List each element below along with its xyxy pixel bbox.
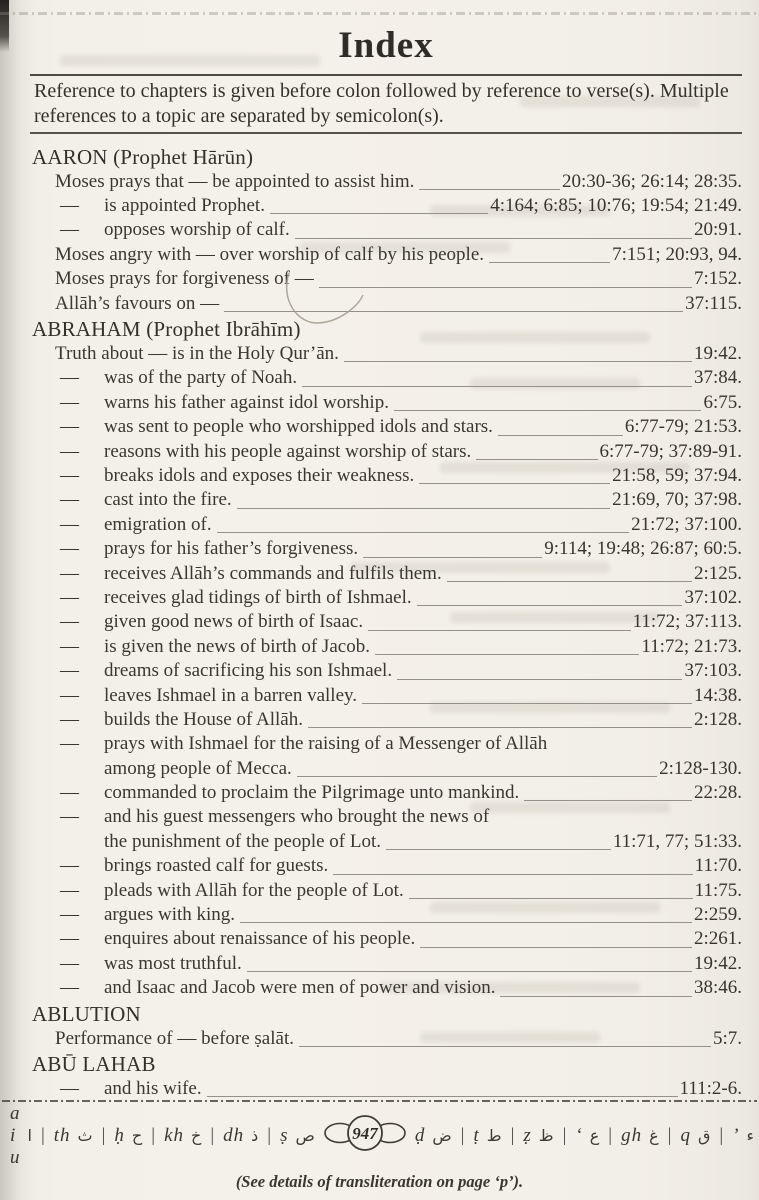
entry-text: and his wife.: [104, 1077, 202, 1099]
page-number: 947: [352, 1124, 378, 1144]
entry-text: was most truthful.: [104, 952, 242, 974]
leader-line: [495, 976, 694, 1000]
entry-reference: 11:72; 37:113.: [632, 611, 742, 633]
entry-reference: 11:75.: [694, 879, 742, 901]
intro-rule: [30, 132, 742, 134]
leader-line: [471, 440, 599, 464]
entry-text: Truth about — is in the Holy Qur’ān.: [55, 343, 339, 365]
entry-reference: 20:30-36; 26:14; 28:35.: [562, 170, 742, 192]
index-entry-row: [30, 537, 742, 561]
arabic-letter: ذ: [251, 1125, 259, 1145]
leader-line: [412, 586, 685, 610]
entry-reference: 21:72; 37:100.: [631, 513, 742, 535]
entry-text: is given the news of birth of Jacob.: [104, 635, 370, 657]
entry-reference: 6:77-79; 37:89-91.: [599, 440, 742, 462]
entry-dash: —: [60, 464, 79, 486]
transliteration-item: [114, 1125, 142, 1147]
entry-reference: 38:46.: [693, 977, 742, 999]
entry-dash: —: [60, 440, 79, 462]
index-entry-row: [30, 952, 742, 976]
arabic-letter: ص: [295, 1125, 315, 1145]
entry-dash: —: [60, 782, 79, 804]
entry-dash: —: [60, 1077, 79, 1099]
latin-letter: th: [53, 1125, 71, 1147]
index-sections: [30, 145, 742, 1102]
entry-dash: —: [60, 684, 79, 706]
entry-text: leaves Ishmael in a barren valley.: [104, 684, 358, 706]
index-entry-row: [30, 267, 742, 291]
transliteration-item: [415, 1125, 452, 1147]
separator-bar: |: [608, 1125, 613, 1147]
entry-reference: 2:128-130.: [659, 757, 742, 779]
latin-letter: dh: [223, 1125, 245, 1147]
entry-text: breaks idols and exposes their weakness.: [104, 464, 415, 486]
leader-line: [232, 488, 612, 512]
index-entry-row: [30, 415, 742, 439]
section-heading: AARON (Prophet Hārūn): [32, 144, 254, 169]
entry-reference: 2:259.: [693, 904, 742, 926]
pen-stroke-artifact: [282, 266, 374, 334]
leader-line: [292, 757, 659, 781]
entry-dash: —: [60, 733, 79, 755]
index-entry-row-continuation: [30, 830, 742, 854]
transliteration-item: [575, 1125, 599, 1147]
index-entry-row: [30, 194, 742, 218]
arabic-letter: غ: [649, 1125, 659, 1145]
index-entry-row: [30, 1077, 742, 1101]
entry-dash: —: [60, 367, 79, 389]
separator-bar: |: [40, 1125, 45, 1147]
page-number-medallion: [317, 1112, 413, 1160]
leader-line: [297, 366, 694, 390]
entry-reference: 4:164; 6:85; 10:76; 19:54; 21:49.: [490, 195, 742, 217]
transliteration-item: [280, 1125, 315, 1147]
leader-line: [404, 879, 695, 903]
transliteration-item: [54, 1125, 93, 1147]
separator-bar: |: [267, 1125, 272, 1147]
entry-reference: 6:75.: [703, 391, 742, 413]
arabic-letter: ع: [589, 1125, 600, 1145]
transliteration-key: [0, 1102, 759, 1169]
leader-line: [303, 708, 694, 732]
leader-line: [339, 342, 694, 366]
index-entry-row: [30, 635, 742, 659]
latin-letter: kh: [164, 1125, 184, 1147]
title-rule: [30, 74, 742, 76]
entry-text: was of the party of Noah.: [104, 367, 298, 389]
leader-line: [414, 170, 562, 194]
entry-text: and Isaac and Jacob were men of power and vision.: [104, 977, 496, 999]
latin-letter: ‘: [575, 1125, 583, 1147]
leader-line: [414, 464, 612, 488]
entry-reference: 21:58, 59; 37:94.: [612, 464, 742, 486]
entry-reference: 14:38.: [693, 684, 742, 706]
section-heading: ABLUTION: [32, 1001, 141, 1026]
footer-dashed-rule: [2, 1100, 757, 1102]
entry-dash: —: [60, 586, 79, 608]
entry-dash: —: [60, 904, 79, 926]
entry-text: commanded to proclaim the Pilgrimage unto mankind.: [104, 782, 520, 804]
section-heading: ABŪ LAHAB: [32, 1051, 156, 1076]
index-entry-row: [30, 879, 742, 903]
index-entry-row: [30, 464, 742, 488]
entry-dash: —: [60, 195, 79, 217]
leader-line: [389, 391, 704, 415]
page-footer: [0, 1100, 759, 1192]
entry-text: dreams of sacrificing his son Ishmael.: [104, 660, 393, 682]
transliteration-right-group: [415, 1125, 754, 1147]
leader-line: [415, 927, 694, 951]
entry-text: Allāh’s favours on —: [55, 292, 220, 314]
index-entry-row: [30, 781, 742, 805]
separator-bar: |: [562, 1125, 567, 1147]
latin-letter: ’: [732, 1125, 740, 1147]
entry-dash: —: [60, 806, 79, 828]
page-title: Index: [338, 25, 434, 66]
separator-bar: |: [460, 1125, 465, 1147]
transliteration-item: [164, 1125, 201, 1147]
entry-reference: 9:114; 19:48; 26:87; 60:5.: [544, 538, 742, 560]
separator-bar: |: [210, 1125, 215, 1147]
index-entry-row-continuation: [30, 757, 742, 781]
entry-text: pleads with Allāh for the people of Lot.: [104, 879, 404, 901]
entry-dash: —: [60, 952, 79, 974]
index-entry-row: [30, 927, 742, 951]
arabic-letter: ء: [746, 1125, 755, 1145]
index-entry-row: [30, 732, 742, 756]
entry-reference: 7:152.: [693, 268, 742, 290]
entry-reference: 37:115.: [685, 292, 742, 314]
entry-dash: —: [60, 416, 79, 438]
transliteration-item: [473, 1125, 501, 1147]
entry-reference: 7:151; 20:93, 94.: [612, 243, 742, 265]
entry-text: Moses prays that — be appointed to assist him.: [55, 170, 415, 192]
entry-reference: 37:102.: [684, 586, 742, 608]
leader-line: [294, 1027, 713, 1051]
index-entry-row: [30, 659, 742, 683]
entry-reference: 2:261.: [693, 928, 742, 950]
entry-dash: —: [60, 611, 79, 633]
entry-reference: 111:2-6.: [679, 1077, 742, 1099]
index-entry-row: [30, 342, 742, 366]
separator-bar: |: [510, 1125, 515, 1147]
latin-letter: ḍ: [414, 1125, 426, 1147]
transliteration-item: [10, 1103, 32, 1169]
separator-bar: |: [719, 1125, 724, 1147]
entry-reference: 22:28.: [693, 782, 742, 804]
leader-line: [381, 830, 613, 854]
index-entry-row: [30, 292, 742, 316]
entry-reference: 37:84.: [693, 367, 742, 389]
entry-dash: —: [60, 489, 79, 511]
transliteration-item: [523, 1125, 553, 1147]
entry-text: warns his father against idol worship.: [104, 391, 389, 413]
latin-letter: gh: [621, 1125, 643, 1147]
latin-letter: q: [680, 1125, 691, 1147]
arabic-letter: ظ: [538, 1125, 554, 1145]
entry-dash: —: [60, 513, 79, 535]
index-entry-row: [30, 610, 742, 634]
leader-line: [290, 218, 694, 242]
leader-line: [363, 610, 632, 634]
transliteration-item: [680, 1125, 710, 1147]
index-entry-row: [30, 976, 742, 1000]
entry-dash: —: [60, 219, 79, 241]
entry-dash: —: [60, 977, 79, 999]
entry-text: the punishment of the people of Lot.: [104, 830, 382, 852]
latin-letter: ṣ: [280, 1125, 289, 1147]
leader-line: [358, 537, 544, 561]
separator-bar: |: [101, 1125, 106, 1147]
arabic-letter: ا: [27, 1125, 32, 1145]
index-entry-row: [30, 854, 742, 878]
entry-text: reasons with his people against worship of stars.: [104, 440, 472, 462]
entry-text: builds the House of Allāh.: [104, 708, 303, 730]
index-entry-row: [30, 513, 742, 537]
transliteration-note: (See details of transliteration on page ‘p’).: [235, 1172, 524, 1192]
latin-letter: ḥ: [114, 1125, 125, 1147]
entry-text: argues with king.: [104, 904, 236, 926]
entry-dash: —: [60, 660, 79, 682]
index-entry-row: [30, 218, 742, 242]
leader-line: [357, 684, 694, 708]
leader-line: [493, 415, 625, 439]
index-entry-row: [30, 684, 742, 708]
entry-reference: 11:71, 77; 51:33.: [612, 830, 742, 852]
entry-reference: 19:42.: [693, 343, 742, 365]
arabic-letter: ث: [77, 1125, 93, 1145]
entry-reference: 37:103.: [684, 660, 742, 682]
entry-text: cast into the fire.: [104, 489, 232, 511]
index-entry-row: [30, 170, 742, 194]
entry-reference: 11:70.: [694, 855, 742, 877]
arabic-letter: ط: [486, 1125, 502, 1145]
entry-text: given good news of birth of Isaac.: [104, 611, 364, 633]
arabic-letter: ح: [131, 1125, 143, 1145]
index-entry-row: [30, 805, 742, 829]
leader-line: [519, 781, 694, 805]
entry-dash: —: [60, 928, 79, 950]
entry-dash: —: [60, 855, 79, 877]
entry-text: opposes worship of calf.: [104, 219, 290, 241]
entry-reference: 11:72; 21:73.: [641, 635, 742, 657]
entry-dash: —: [60, 635, 79, 657]
entry-text: brings roasted calf for guests.: [104, 855, 329, 877]
entry-reference: 21:69, 70; 37:98.: [612, 489, 742, 511]
leader-line: [370, 635, 641, 659]
leader-line: [484, 243, 612, 267]
index-entry-row: [30, 903, 742, 927]
entry-dash: —: [60, 391, 79, 413]
leader-line: [242, 952, 694, 976]
index-entry-row: [30, 440, 742, 464]
entry-text: receives Allāh’s commands and fulfils them.: [104, 562, 442, 584]
entry-dash: —: [60, 538, 79, 560]
index-usage-note: Reference to chapters is given before colon followed by reference to verse(s). Multiple references to a topic are separated by semicolon(s).: [34, 79, 729, 127]
entry-reference: 6:77-79; 21:53.: [624, 416, 742, 438]
index-entry-row: [30, 708, 742, 732]
leader-line: [235, 903, 694, 927]
entry-text: Moses prays for forgiveness of —: [55, 268, 314, 290]
index-entry-row: [30, 488, 742, 512]
entry-text: prays with Ishmael for the raising of a Messenger of Allāh: [104, 733, 548, 755]
section-heading: ABRAHAM (Prophet Ibrāhīm): [32, 317, 301, 342]
arabic-letter: ض: [432, 1125, 452, 1145]
separator-bar: |: [151, 1125, 156, 1147]
leader-line: [265, 194, 490, 218]
entry-reference: 5:7.: [712, 1027, 742, 1049]
entry-text: Performance of — before ṣalāt.: [55, 1027, 294, 1049]
leader-line: [212, 513, 632, 537]
entry-text: receives glad tidings of birth of Ishmael.: [104, 586, 412, 608]
leader-line: [328, 854, 694, 878]
index-entry-row: [30, 391, 742, 415]
index-entry-row: [30, 562, 742, 586]
entry-text: prays for his father’s forgiveness.: [104, 538, 359, 560]
entry-reference: 2:125.: [693, 562, 742, 584]
leader-line: [392, 659, 684, 683]
entry-text: among people of Mecca.: [104, 757, 292, 779]
entry-reference: 19:42.: [693, 952, 742, 974]
arabic-letter: ق: [697, 1125, 711, 1145]
entry-text: emigration of.: [104, 513, 212, 535]
leader-line: [442, 562, 694, 586]
transliteration-item: [621, 1125, 659, 1147]
index-entry-row: [30, 366, 742, 390]
index-entry-row: [30, 586, 742, 610]
separator-bar: |: [667, 1125, 672, 1147]
entry-text: is appointed Prophet.: [104, 195, 265, 217]
latin-letter: a i u: [10, 1103, 21, 1169]
entry-text: Moses angry with — over worship of calf by his people.: [55, 243, 485, 265]
transliteration-item: [732, 1125, 754, 1147]
entry-text: and his guest messengers who brought the news of: [104, 806, 490, 828]
transliteration-left-group: [10, 1103, 315, 1169]
entry-text: was sent to people who worshipped idols and stars.: [104, 416, 493, 438]
entry-dash: —: [60, 562, 79, 584]
arabic-letter: خ: [191, 1125, 202, 1145]
leader-line: [202, 1077, 680, 1101]
index-entry-row: [30, 243, 742, 267]
entry-dash: —: [60, 708, 79, 730]
entry-dash: —: [60, 879, 79, 901]
transliteration-item: [223, 1125, 258, 1147]
entry-reference: 2:128.: [693, 708, 742, 730]
latin-letter: ṭ: [473, 1125, 480, 1147]
index-entry-row: [30, 1027, 742, 1051]
entry-text: enquires about renaissance of his people.: [104, 928, 416, 950]
entry-reference: 20:91.: [693, 219, 742, 241]
latin-letter: ẓ: [523, 1125, 532, 1147]
